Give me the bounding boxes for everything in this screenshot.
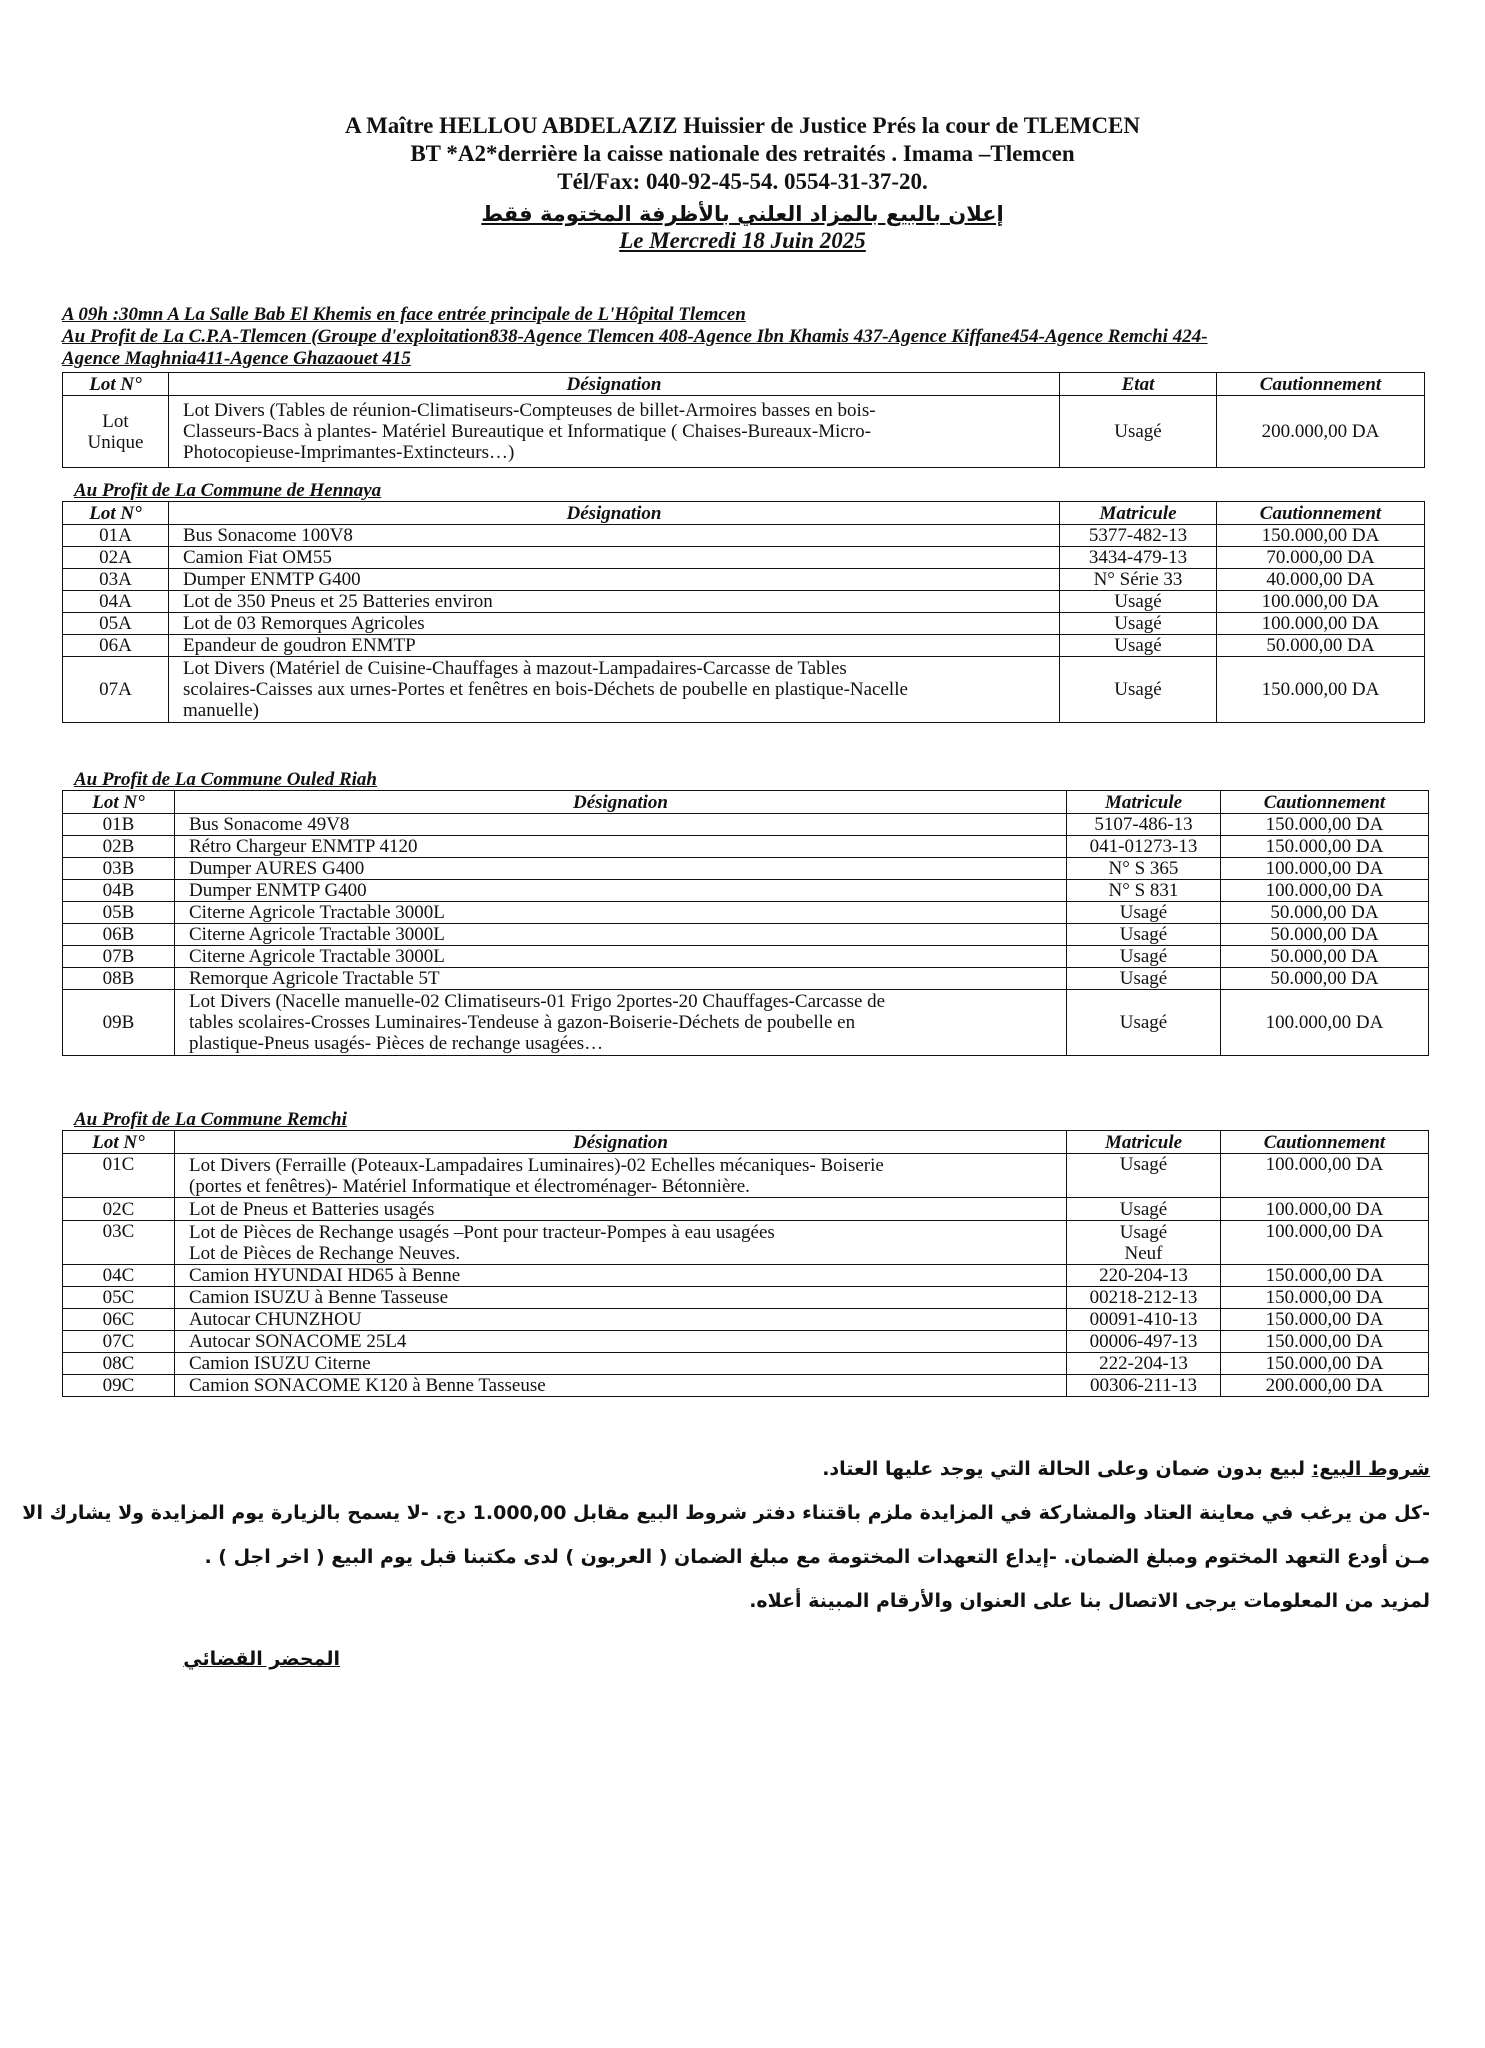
- lot-designation: Camion Fiat OM55: [169, 547, 1060, 569]
- col-header-designation: Désignation: [175, 1131, 1067, 1154]
- lot-number: 06C: [63, 1309, 175, 1331]
- col-header-designation: Désignation: [169, 373, 1060, 396]
- lot-designation: Lot de 03 Remorques Agricoles: [169, 613, 1060, 635]
- lot-matricule: 041-01273-13: [1067, 836, 1221, 858]
- lot-designation: Citerne Agricole Tractable 3000L: [175, 902, 1067, 924]
- lot-caution: 150.000,00 DA: [1217, 525, 1425, 547]
- lot-matricule: N° S 831: [1067, 880, 1221, 902]
- lot-caution: 50.000,00 DA: [1221, 946, 1429, 968]
- table-row: [63, 880, 1429, 902]
- bailiff-name: A Maître HELLOU ABDELAZIZ Huissier de Justice Prés la cour de TLEMCEN: [344, 113, 1141, 138]
- lot-caution: 150.000,00 DA: [1221, 1265, 1429, 1287]
- table-row: [63, 1198, 1429, 1221]
- col-header-matricule: Matricule: [1060, 502, 1217, 525]
- table-row: [63, 591, 1425, 613]
- lot-number: 06A: [63, 635, 169, 657]
- lot-number: 08B: [63, 968, 175, 990]
- lot-caution: 100.000,00 DA: [1221, 1154, 1429, 1198]
- lot-number: 05B: [63, 902, 175, 924]
- lot-matricule: Usagé: [1067, 1198, 1221, 1221]
- lot-caution: 150.000,00 DA: [1221, 836, 1429, 858]
- col-header-lot: Lot N°: [63, 502, 169, 525]
- designation-line: tables scolaires-Crosses Luminaires-Tendeuse à gazon-Boiserie-Déchets de poubelle en: [189, 1012, 856, 1033]
- lot-caution: 150.000,00 DA: [1221, 814, 1429, 836]
- lot-caution: 150.000,00 DA: [1217, 657, 1425, 723]
- conditions-text-1: لبيع بدون ضمان وعلى الحالة التي يوجد عليها العتاد.: [822, 1458, 1305, 1480]
- col-header-etat: Etat: [1060, 373, 1217, 396]
- lot-designation: Bus Sonacome 49V8: [175, 814, 1067, 836]
- designation-line: Photocopieuse-Imprimantes-Extincteurs…): [183, 442, 515, 463]
- lot-designation: Camion ISUZU à Benne Tasseuse: [175, 1287, 1067, 1309]
- lot-matricule: 3434-479-13: [1060, 547, 1217, 569]
- lot-number: 02C: [63, 1198, 175, 1221]
- lot-caution: 50.000,00 DA: [1221, 924, 1429, 946]
- lot-number: 04A: [63, 591, 169, 613]
- lot-caution: 150.000,00 DA: [1221, 1287, 1429, 1309]
- designation-line: plastique-Pneus usagés- Pièces de rechange usagées…: [189, 1033, 604, 1054]
- ouled-riah-lots-table: [62, 790, 1429, 1056]
- lot-number: 06B: [63, 924, 175, 946]
- lot-designation: Bus Sonacome 100V8: [169, 525, 1060, 547]
- lot-number: 08C: [63, 1353, 175, 1375]
- col-header-caution: Cautionnement: [1221, 1131, 1429, 1154]
- lot-matricule: Usagé: [1060, 591, 1217, 613]
- lot-designation: Citerne Agricole Tractable 3000L: [175, 946, 1067, 968]
- lot-number: 04B: [63, 880, 175, 902]
- lot-caution: 100.000,00 DA: [1221, 1198, 1429, 1221]
- designation-line: (portes et fenêtres)- Matériel Informatique et électroménager- Bétonnière.: [189, 1175, 750, 1197]
- lot-number: 03C: [63, 1221, 175, 1265]
- col-header-matricule: Matricule: [1067, 791, 1221, 814]
- section-title-ouled-riah: Au Profit de La Commune Ouled Riah: [74, 769, 377, 790]
- lot-matricule: 00091-410-13: [1067, 1309, 1221, 1331]
- designation-line: Lot de Pièces de Rechange Neuves.: [189, 1242, 461, 1264]
- conditions-line-1: [822, 1458, 1430, 1480]
- lot-caution: 150.000,00 DA: [1221, 1331, 1429, 1353]
- table-header-row: [63, 791, 1429, 814]
- lot-caution: 100.000,00 DA: [1221, 858, 1429, 880]
- designation-line: Lot de Pièces de Rechange usagés –Pont pour tracteur-Pompes à eau usagées: [189, 1221, 775, 1243]
- col-header-lot: Lot N°: [63, 373, 169, 396]
- bailiff-address: BT *A2*derrière la caisse nationale des retraités . Imama –Tlemcen: [410, 141, 1075, 166]
- lot-caution: 100.000,00 DA: [1221, 1221, 1429, 1265]
- lot-matricule: Usagé: [1067, 1154, 1221, 1198]
- lot-caution: 70.000,00 DA: [1217, 547, 1425, 569]
- table-row: [63, 836, 1429, 858]
- lot-designation: [169, 657, 1060, 723]
- col-header-lot: Lot N°: [63, 791, 175, 814]
- lot-designation: [169, 396, 1060, 468]
- sale-conditions: [22, 1458, 1430, 1698]
- table-row: [63, 613, 1425, 635]
- lot-caution: 40.000,00 DA: [1217, 569, 1425, 591]
- venue-time-place: A 09h :30mn A La Salle Bab El Khemis en face entrée principale de L'Hôpital Tlemcen: [62, 304, 746, 325]
- lot-number: 03A: [63, 569, 169, 591]
- lot-matricule: 5377-482-13: [1060, 525, 1217, 547]
- lot-designation: Autocar SONACOME 25L4: [175, 1331, 1067, 1353]
- lot-designation: Lot de Pneus et Batteries usagés: [175, 1198, 1067, 1221]
- lot-matricule: 00306-211-13: [1067, 1375, 1221, 1397]
- beneficiary-cpa: Au Profit de La C.P.A-Tlemcen (Groupe d'exploitation838-Agence Tlemcen 408-Agence Ibn Khamis 437-Agence Kiffane454-Agence Remchi 424-: [62, 326, 1208, 347]
- lot-number-line: Lot: [102, 410, 129, 432]
- table-row: [63, 1375, 1429, 1397]
- lot-number: 02A: [63, 547, 169, 569]
- table-row: [63, 968, 1429, 990]
- lot-matricule: 5107-486-13: [1067, 814, 1221, 836]
- table-row: [63, 858, 1429, 880]
- table-row: [63, 924, 1429, 946]
- lot-designation: Dumper ENMTP G400: [169, 569, 1060, 591]
- lot-matricule: Usagé: [1060, 613, 1217, 635]
- table-row: [63, 990, 1429, 1056]
- conditions-label: شروط البيع:: [1311, 1458, 1430, 1480]
- lot-matricule: Usagé: [1060, 657, 1217, 723]
- lot-matricule: N° Série 33: [1060, 569, 1217, 591]
- lot-number: [63, 396, 169, 468]
- lot-number: 07A: [63, 657, 169, 723]
- lot-number: 05C: [63, 1287, 175, 1309]
- table-row: [63, 1309, 1429, 1331]
- lot-number: 01B: [63, 814, 175, 836]
- cpa-lots-table: [62, 372, 1425, 468]
- lot-etat: Usagé: [1060, 396, 1217, 468]
- lot-caution: 100.000,00 DA: [1217, 613, 1425, 635]
- table-row: [63, 635, 1425, 657]
- table-row: [63, 1221, 1429, 1265]
- lot-number: 01C: [63, 1154, 175, 1198]
- lot-matricule: 00006-497-13: [1067, 1331, 1221, 1353]
- lot-caution: 50.000,00 DA: [1221, 968, 1429, 990]
- table-row: [63, 547, 1425, 569]
- lot-designation: Camion ISUZU Citerne: [175, 1353, 1067, 1375]
- lot-matricule: Usagé: [1067, 902, 1221, 924]
- lot-matricule: 222-204-13: [1067, 1353, 1221, 1375]
- lot-matricule: Usagé: [1067, 946, 1221, 968]
- table-row: [63, 1287, 1429, 1309]
- table-header-row: [63, 502, 1425, 525]
- lot-number: 07C: [63, 1331, 175, 1353]
- matricule-line: Usagé: [1119, 1221, 1168, 1243]
- designation-line: Classeurs-Bacs à plantes- Matériel Bureautique et Informatique ( Chaises-Bureaux-Micro-: [183, 421, 871, 442]
- lot-matricule: Usagé: [1060, 635, 1217, 657]
- section-title-remchi: Au Profit de La Commune Remchi: [74, 1109, 347, 1130]
- conditions-line-4: لمزيد من المعلومات يرجى الاتصال بنا على العنوان والأرقام المبينة أعلاه.: [749, 1590, 1430, 1612]
- lot-caution: 200.000,00 DA: [1221, 1375, 1429, 1397]
- lot-matricule: 00218-212-13: [1067, 1287, 1221, 1309]
- conditions-line-2: -كل من يرغب في معاينة العتاد والمشاركة في المزايدة ملزم باقتناء دفتر شروط البيع مقابل 1.000,00 دج. -لا يسمح بالزيارة يوم المزايدة ولا يشارك الا: [22, 1502, 1430, 1524]
- lot-designation: Lot de 350 Pneus et 25 Batteries environ: [169, 591, 1060, 613]
- lot-number: 09B: [63, 990, 175, 1056]
- table-row: [63, 525, 1425, 547]
- lot-number: 02B: [63, 836, 175, 858]
- lot-number: 09C: [63, 1375, 175, 1397]
- lot-caution: 150.000,00 DA: [1221, 1353, 1429, 1375]
- hennaya-lots-table: [62, 501, 1425, 723]
- lot-caution: 150.000,00 DA: [1221, 1309, 1429, 1331]
- matricule-line: Neuf: [1124, 1242, 1163, 1264]
- lot-designation: Citerne Agricole Tractable 3000L: [175, 924, 1067, 946]
- lot-designation: [175, 1154, 1067, 1198]
- conditions-line-3: مـن أودع التعهد المختوم ومبلغ الضمان. -إيداع التعهدات المختومة مع مبلغ الضمان ( العربون ) لدى مكتبنا قبل يوم البيع ( اخر اجل ) .: [204, 1546, 1430, 1568]
- lot-number: 04C: [63, 1265, 175, 1287]
- lot-designation: [175, 990, 1067, 1056]
- lot-designation: Epandeur de goudron ENMTP: [169, 635, 1060, 657]
- table-row: [63, 946, 1429, 968]
- lot-caution: 50.000,00 DA: [1217, 635, 1425, 657]
- lot-designation: Camion HYUNDAI HD65 à Benne: [175, 1265, 1067, 1287]
- signature-label: المحضر القضائي: [183, 1648, 340, 1670]
- document-header: [0, 112, 1485, 254]
- table-header-row: [63, 373, 1425, 396]
- bailiff-phone: Tél/Fax: 040-92-45-54. 0554-31-37-20.: [557, 169, 928, 194]
- lot-number: 01A: [63, 525, 169, 547]
- designation-line: Lot Divers (Nacelle manuelle-02 Climatiseurs-01 Frigo 2portes-20 Chauffages-Carcasse de: [189, 991, 886, 1012]
- lot-matricule: 220-204-13: [1067, 1265, 1221, 1287]
- col-header-matricule: Matricule: [1067, 1131, 1221, 1154]
- col-header-lot: Lot N°: [63, 1131, 175, 1154]
- lot-caution: 200.000,00 DA: [1217, 396, 1425, 468]
- col-header-caution: Cautionnement: [1217, 373, 1425, 396]
- lot-number: 03B: [63, 858, 175, 880]
- table-row: [63, 1265, 1429, 1287]
- lot-number: 07B: [63, 946, 175, 968]
- lot-caution: 100.000,00 DA: [1221, 990, 1429, 1056]
- lot-matricule: Usagé: [1067, 924, 1221, 946]
- col-header-caution: Cautionnement: [1217, 502, 1425, 525]
- lot-designation: [175, 1221, 1067, 1265]
- lot-designation: Rétro Chargeur ENMTP 4120: [175, 836, 1067, 858]
- table-row: [63, 814, 1429, 836]
- table-header-row: [63, 1131, 1429, 1154]
- designation-line: Lot Divers (Matériel de Cuisine-Chauffages à mazout-Lampadaires-Carcasse de Tables: [183, 658, 847, 679]
- designation-line: Lot Divers (Ferraille (Poteaux-Lampadaires Luminaires)-02 Echelles mécaniques- Boiserie: [189, 1154, 884, 1176]
- lot-matricule: Usagé: [1067, 990, 1221, 1056]
- table-row: [63, 396, 1425, 468]
- section-title-hennaya: Au Profit de La Commune de Hennaya: [74, 480, 382, 501]
- table-row: [63, 1154, 1429, 1198]
- col-header-designation: Désignation: [169, 502, 1060, 525]
- lot-designation: Remorque Agricole Tractable 5T: [175, 968, 1067, 990]
- venue-block: [62, 304, 1442, 370]
- table-row: [63, 569, 1425, 591]
- lot-designation: Autocar CHUNZHOU: [175, 1309, 1067, 1331]
- designation-line: Lot Divers (Tables de réunion-Climatiseurs-Compteuses de billet-Armoires basses en bois-: [183, 400, 876, 421]
- ouled-riah-rows: [63, 814, 1429, 990]
- lot-matricule: N° S 365: [1067, 858, 1221, 880]
- lot-caution: 100.000,00 DA: [1221, 880, 1429, 902]
- lot-number: 05A: [63, 613, 169, 635]
- col-header-caution: Cautionnement: [1221, 791, 1429, 814]
- lot-number-line: Unique: [87, 431, 144, 453]
- sale-date: Le Mercredi 18 Juin 2025: [619, 228, 866, 253]
- table-row: [63, 1353, 1429, 1375]
- table-row: [63, 902, 1429, 924]
- arabic-announcement-title: إعلان بالبيع بالمزاد العلني بالأظرفة المختومة فقط: [481, 202, 1004, 226]
- designation-line: manuelle): [183, 700, 259, 721]
- remchi-lots-table: [62, 1130, 1429, 1397]
- beneficiary-cpa-agencies: Agence Maghnia411-Agence Ghazaouet 415: [62, 348, 411, 369]
- table-row: [63, 1331, 1429, 1353]
- lot-designation: Dumper ENMTP G400: [175, 880, 1067, 902]
- lot-caution: 100.000,00 DA: [1217, 591, 1425, 613]
- remchi-rows: [63, 1265, 1429, 1397]
- designation-line: scolaires-Caisses aux urnes-Portes et fenêtres en bois-Déchets de poubelle en plastique-Nacelle: [183, 679, 908, 700]
- col-header-designation: Désignation: [175, 791, 1067, 814]
- lot-matricule: Usagé: [1067, 968, 1221, 990]
- lot-caution: 50.000,00 DA: [1221, 902, 1429, 924]
- lot-designation: Dumper AURES G400: [175, 858, 1067, 880]
- lot-matricule: [1067, 1221, 1221, 1265]
- hennaya-rows: [63, 525, 1425, 657]
- lot-designation: Camion SONACOME K120 à Benne Tasseuse: [175, 1375, 1067, 1397]
- table-row: [63, 657, 1425, 723]
